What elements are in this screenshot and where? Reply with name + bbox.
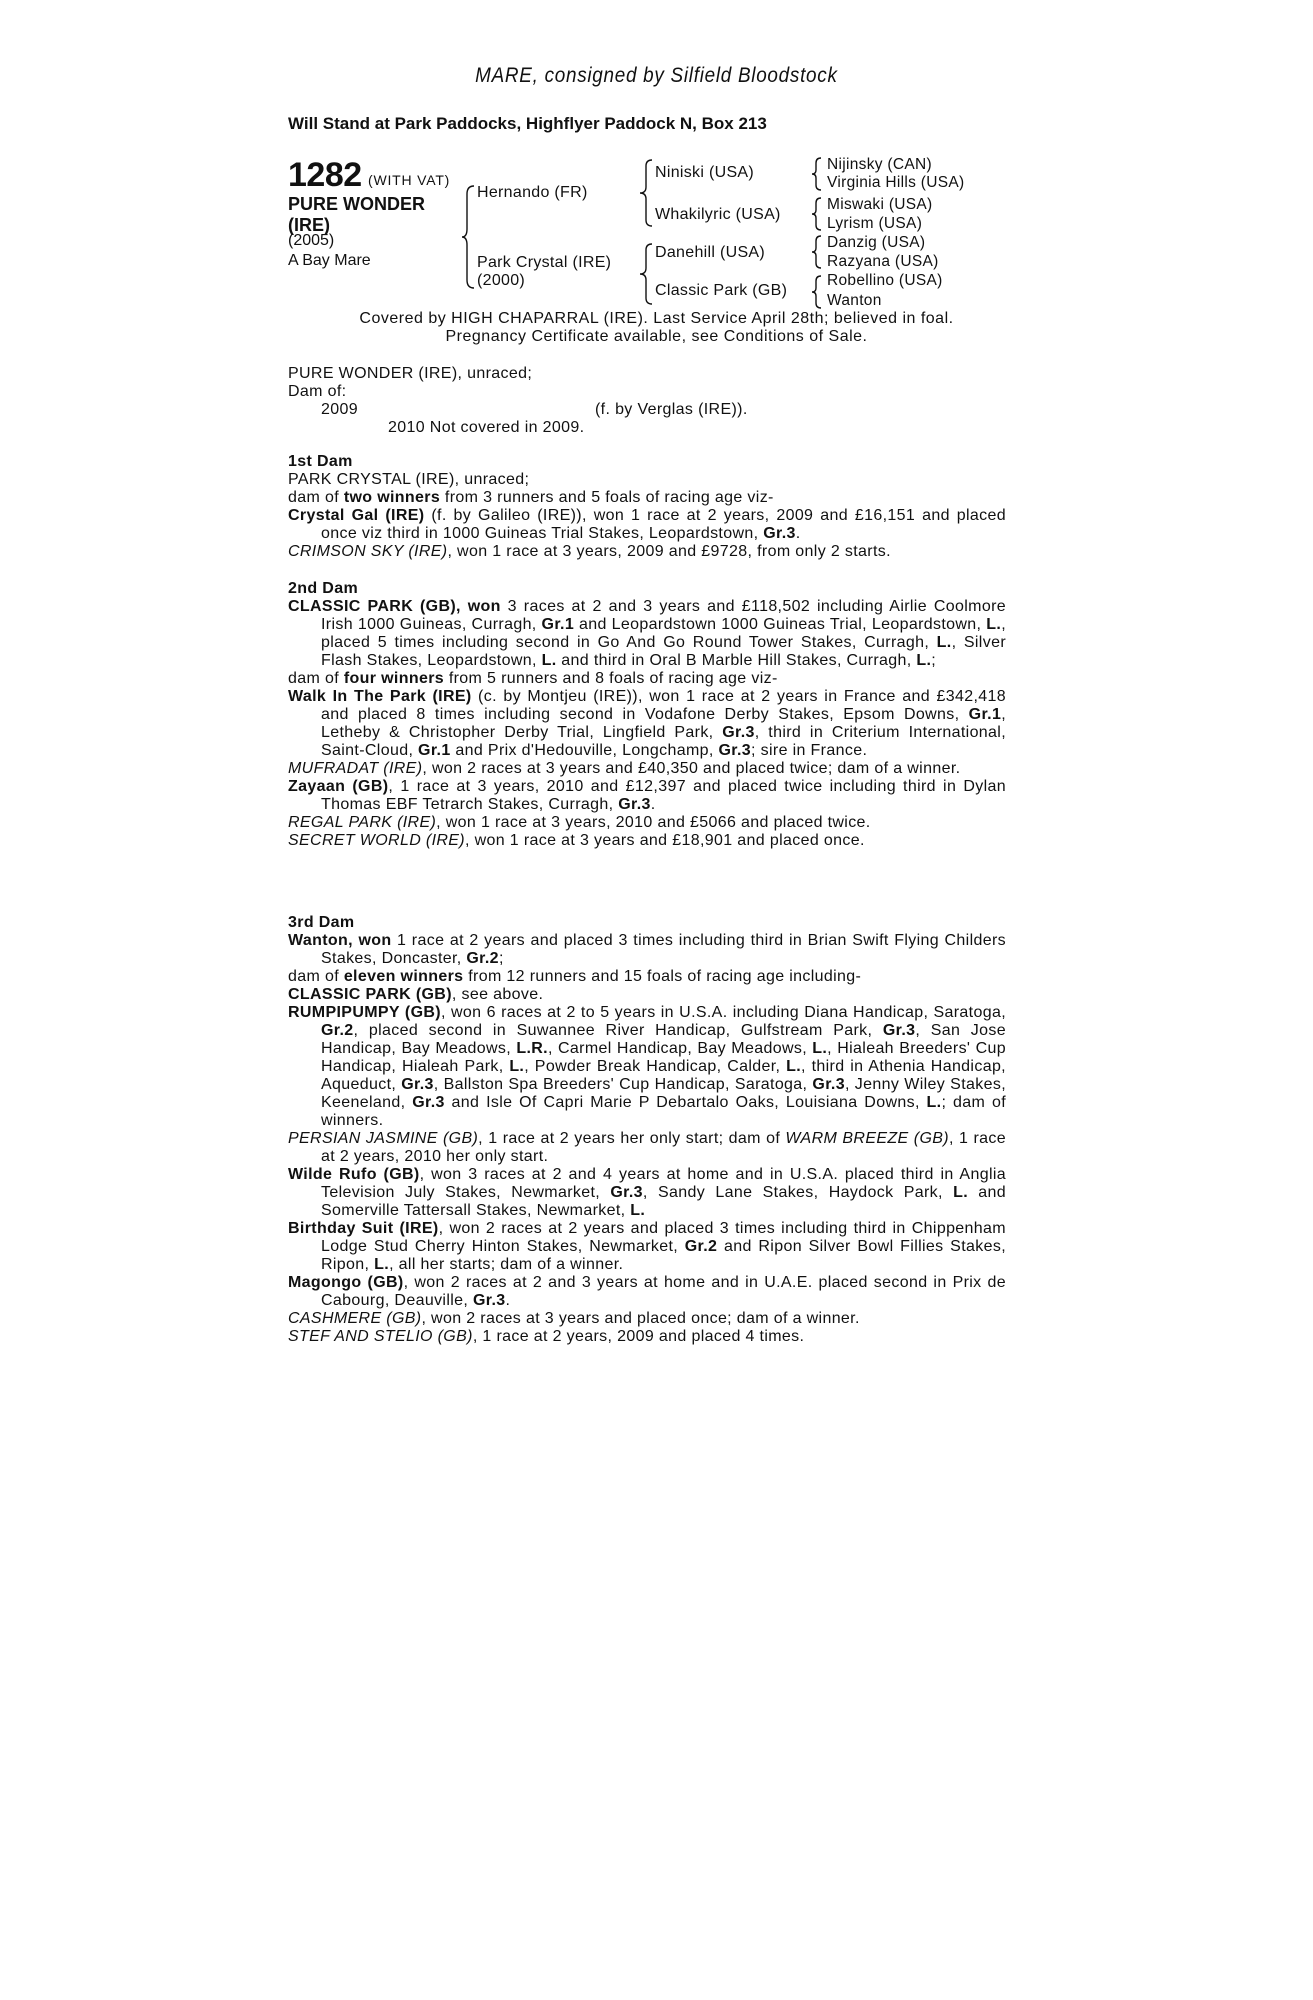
produce-2010: 2010 Not covered in 2009. (388, 419, 585, 436)
vat-note: (WITH VAT) (368, 172, 451, 188)
third-dam-progeny: Birthday Suit (IRE), won 2 races at 2 years and placed 3 times including third in Chippenham Lodge Stud Cherry Hinton Stakes, Newmarket, Gr.2 and Ripon Silver Bowl Fillies Stakes, Ripon, L., all her starts; dam of a winner. (288, 1220, 1006, 1273)
covering-note: Covered by HIGH CHAPARRAL (IRE). Last Service April 28th; believed in foal. (359, 310, 954, 327)
granddam-2: Lyrism (USA) (827, 215, 923, 232)
first-dam-progeny: CRIMSON SKY (IRE), won 1 race at 3 years, 2009 and £9728, from only 2 starts. (288, 543, 891, 560)
sire-dam-name: Whakilyric (USA) (655, 206, 781, 223)
granddam-4: Wanton (827, 292, 882, 309)
dam-dam-name: Classic Park (GB) (655, 282, 788, 299)
third-dam-progeny: STEF AND STELIO (GB), 1 race at 2 years, 2009 and placed 4 times. (288, 1328, 805, 1345)
third-dam-summary: dam of eleven winners from 12 runners and 15 foals of racing age including- (288, 968, 862, 985)
second-dam-progeny: SECRET WORLD (IRE), won 1 race at 3 years and £18,901 and placed once. (288, 832, 865, 849)
pedigree-brace-sire (640, 160, 654, 226)
second-dam-grandprogeny: Zayaan (GB), 1 race at 3 years, 2010 and £12,397 and placed twice including third in Dylan Thomas EBF Tetrarch Stakes, Curragh, Gr.3. (288, 778, 1006, 813)
pedigree-brace-dam (640, 244, 654, 304)
pregnancy-note: Pregnancy Certificate available, see Conditions of Sale. (445, 328, 868, 345)
sire-name: Hernando (FR) (477, 184, 588, 201)
second-dam-progeny: REGAL PARK (IRE), won 1 race at 3 years, 2010 and £5066 and placed twice. (288, 814, 871, 831)
granddam-3: Razyana (USA) (827, 253, 939, 270)
third-dam-grandprogeny: PERSIAN JASMINE (GB), 1 race at 2 years her only start; dam of WARM BREEZE (GB), 1 race at 2 years, 2010 her only start. (288, 1130, 1006, 1165)
granddam-1: Virginia Hills (USA) (827, 174, 965, 191)
grandsire-4: Robellino (USA) (827, 272, 943, 289)
dam-name: Park Crystal (IRE) (477, 254, 612, 271)
pedigree-brace-main (462, 186, 476, 288)
second-dam-summary: dam of four winners from 5 runners and 8 foals of racing age viz- (288, 670, 778, 687)
stand-location: Will Stand at Park Paddocks, Highflyer Paddock N, Box 213 (288, 114, 767, 133)
first-dam-section (288, 453, 1006, 561)
lot-number: 1282 (288, 156, 362, 194)
third-dam-progeny: CASHMERE (GB), won 2 races at 3 years and placed once; dam of a winner. (288, 1310, 860, 1327)
first-dam-progeny: Crystal Gal (IRE) (f. by Galileo (IRE)), won 1 race at 2 years, 2009 and £16,151 and placed once viz third in 1000 Guineas Trial Stakes, Leopardstown, Gr.3. (288, 507, 1006, 542)
second-dam-record: CLASSIC PARK (GB), won 3 races at 2 and 3 years and £118,502 including Airlie Coolmore Irish 1000 Guineas, Curragh, Gr.1 and Leopardstown 1000 Guineas Trial, Leopardstown, L., placed 5 times including second in Go And Go Round Tower Stakes, Curragh, L., Silver Flash Stakes, Leopardstown, L. and third in Oral B Marble Hill Stakes, Curragh, L.; (288, 598, 1006, 669)
pedigree-brace-g3 (812, 236, 822, 268)
first-dam-heading: 1st Dam (288, 453, 353, 470)
third-dam-record: Wanton, won 1 race at 2 years and placed 3 times including third in Brian Swift Flying Childers Stakes, Doncaster, Gr.2; (288, 932, 1006, 967)
pedigree-brace-g2 (812, 198, 822, 230)
second-dam-heading: 2nd Dam (288, 580, 359, 597)
foaling-year: (2005) (288, 232, 335, 249)
dam-sire-name: Danehill (USA) (655, 244, 766, 261)
pedigree-brace-g4 (812, 276, 822, 308)
third-dam-progeny: Wilde Rufo (GB), won 3 races at 2 and 4 years at home and in U.S.A. placed third in Anglia Television July Stakes, Newmarket, Gr.3, Sandy Lane Stakes, Haydock Park, L. and Somerville Tattersall Stakes, Newmarket, L. (288, 1166, 1007, 1219)
produce-2009: 2009 (f. by Verglas (IRE)). (321, 401, 748, 418)
first-dam-line: PARK CRYSTAL (IRE), unraced; (288, 471, 530, 488)
first-dam-summary: dam of two winners from 3 runners and 5 foals of racing age viz- (288, 489, 774, 506)
second-dam-progeny: MUFRADAT (IRE), won 2 races at 3 years and £40,350 and placed twice; dam of a winner. (288, 760, 961, 777)
second-dam-progeny: Walk In The Park (IRE) (c. by Montjeu (IRE)), won 1 race at 2 years in France and £342,418 and placed 8 times including second in Vodafone Derby Stakes, Epsom Downs, Gr.1, Letheby & Christopher Derby Trial, Lingfield Park, Gr.3, third in Criterium International, Saint-Cloud, Gr.1 and Prix d'Hedouville, Longchamp, Gr.3; sire in France. (288, 688, 1007, 759)
third-dam-heading: 3rd Dam (288, 914, 355, 931)
third-dam-progeny: Magongo (GB), won 2 races at 2 and 3 years at home and in U.A.E. placed second in Prix de Cabourg, Deauville, Gr.3. (288, 1274, 1006, 1309)
produce-dam-of: Dam of: (288, 383, 347, 400)
produce-record (288, 365, 1006, 437)
third-dam-progeny: RUMPIPUMPY (GB), won 6 races at 2 to 5 years in U.S.A. including Diana Handicap, Saratoga, Gr.2, placed second in Suwannee River Handicap, Gulfstream Park, Gr.3, San Jose Handicap, Bay Meadows, L.R., Carmel Handicap, Bay Meadows, L., Hialeah Breeders' Cup Handicap, Hialeah Park, L., Powder Break Handicap, Calder, L., third in Athenia Handicap, Aqueduct, Gr.3, Ballston Spa Breeders' Cup Handicap, Saratoga, Gr.3, Jenny Wiley Stakes, Keeneland, Gr.3 and Isle Of Capri Marie P Debartalo Oaks, Louisiana Downs, L.; dam of winners. (288, 1004, 1006, 1129)
grandsire-2: Miswaki (USA) (827, 196, 933, 213)
produce-intro: PURE WONDER (IRE), unraced; (288, 365, 533, 382)
grandsire-1: Nijinsky (CAN) (827, 156, 932, 173)
horse-name: PURE WONDER (IRE) (288, 194, 426, 235)
catalogue-header-title: MARE, consigned by Silfield Bloodstock (475, 64, 838, 87)
grandsire-3: Danzig (USA) (827, 234, 926, 251)
second-dam-section (288, 580, 1006, 850)
horse-description: A Bay Mare (288, 252, 371, 269)
dam-year: (2000) (477, 272, 526, 289)
sire-sire-name: Niniski (USA) (655, 164, 755, 181)
pedigree-brace-g1 (812, 158, 822, 190)
third-dam-section (288, 914, 1006, 1346)
third-dam-progeny: CLASSIC PARK (GB), see above. (288, 986, 544, 1003)
